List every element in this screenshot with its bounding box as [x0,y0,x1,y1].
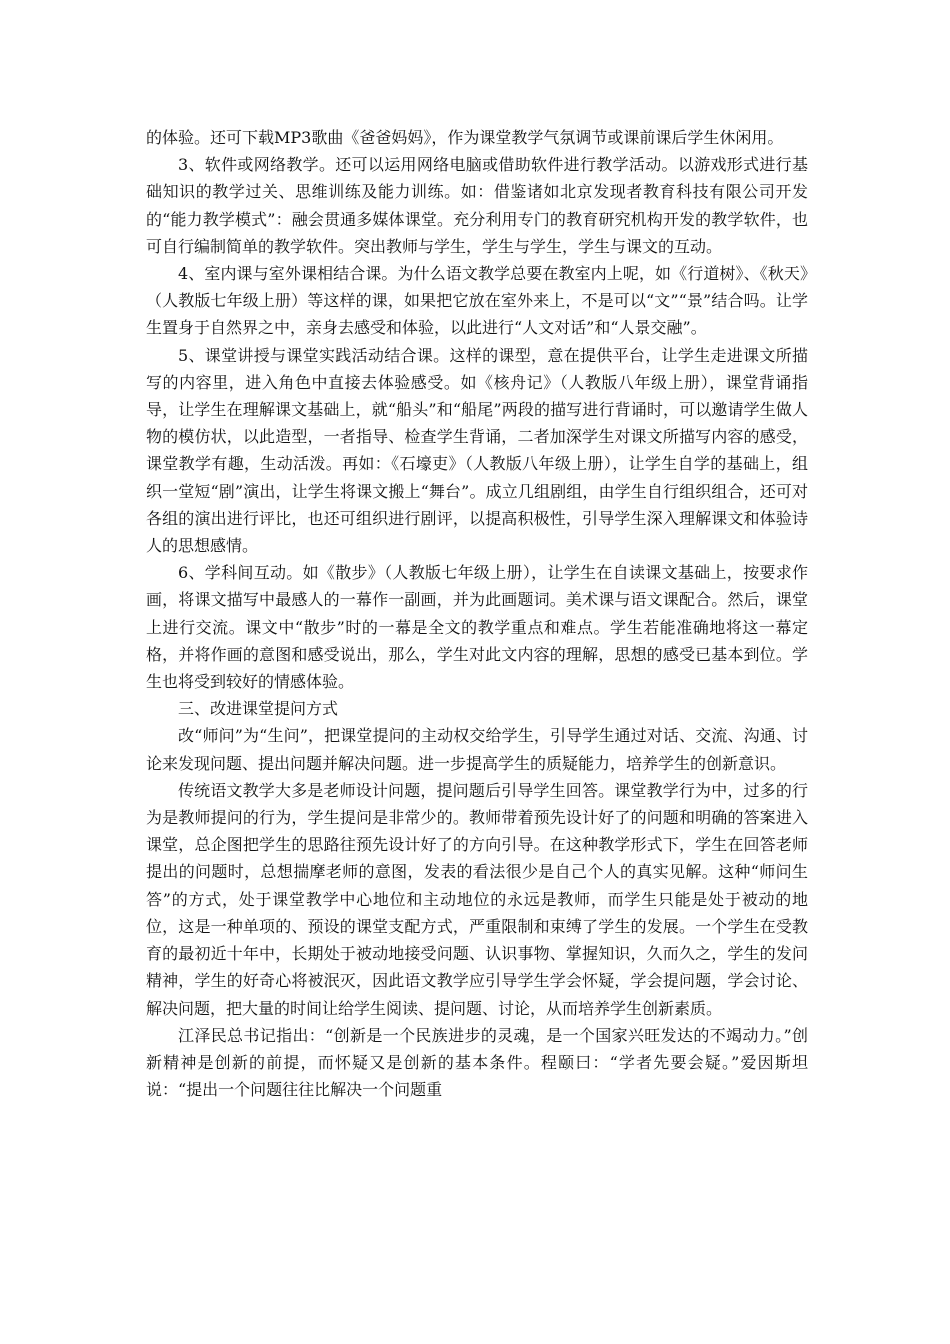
paragraph-innovation-quote: 江泽民总书记指出：“创新是一个民族进步的灵魂，是一个国家兴旺发达的不竭动力。”创新精神是创新的前提，而怀疑又是创新的基本条件。程颐曰：“学者先要会疑。”爱因斯坦说：“提出一个问题往往比解决一个问题重 [146,1025,808,1100]
paragraph-interdisciplinary: 6、学科间互动。如《散步》（人教版七年级上册），让学生在自读课文基础上，按要求作画，将课文描写中最感人的一幕作一副画，并为此画题词。美术课与语文课配合。然后，课堂上进行交流。课文中“散步”时的一幕是全文的教学重点和难点。学生若能准确地将这一幕定格，并将作画的意图和感受说出，那么，学生对此文内容的理解，思想的感受已基本到位。学生也将受到较好的情感体验。 [146,563,808,692]
section-heading: 三、改进课堂提问方式 [178,699,339,719]
document-page [146,124,808,1103]
paragraph-software-teaching: 3、软件或网络教学。还可以运用网络电脑或借助软件进行教学活动。以游戏形式进行基础知识的教学过关、思维训练及能力训练。如：借鉴诸如北京发现者教育科技有限公司开发的“能力教学模式”：融会贯通多媒体课堂。充分利用专门的教育研究机构开发的教学软件，也可自行编制简单的教学软件。突出教师与学生，学生与学生，学生与课文的互动。 [146,155,808,256]
paragraph-student-questions: 改“师问”为“生问”，把课堂提问的主动权交给学生，引导学生通过对话、交流、沟通、讨论来发现问题、提出问题并解决问题。进一步提高学生的质疑能力，培养学生的创新意识。 [146,726,808,773]
paragraph-traditional-teaching: 传统语文教学大多是老师设计问题，提问题后引导学生回答。课堂教学行为中，过多的行为是教师提问的行为，学生提问是非常少的。教师带着预先设计好了的问题和明确的答案进入课堂，总企图把学生的思路往预先设计好了的方向引导。在这种教学形式下，学生在回答老师提出的问题时，总想揣摩老师的意图，发表的看法很少是自己个人的真实见解。这种“师问生答”的方式，处于课堂教学中心地位和主动地位的永远是教师，而学生只能是处于被动的地位，这是一种单项的、预设的课堂支配方式，严重限制和束缚了学生的发展。一个学生在受教育的最初近十年中，长期处于被动地接受问题、认识事物、掌握知识，久而久之，学生的发问精神，学生的好奇心将被泯灭，因此语文教学应引导学生学会怀疑，学会提问题，学会讨论、解决问题，把大量的时间让给学生阅读、提问题、讨论，从而培养学生创新素质。 [146,780,808,1018]
paragraph-continuation: 的体验。还可下载MP3歌曲《爸爸妈妈》，作为课堂教学气氛调节或课前课后学生休闲用。 [146,128,784,147]
paragraph-practice-activity: 5、课堂讲授与课堂实践活动结合课。这样的课型，意在提供平台，让学生走进课文所描写的内容里，进入角色中直接去体验感受。如《核舟记》（人教版八年级上册），课堂背诵指导，让学生在理解课文基础上，就“船头”和“船尾”两段的描写进行背诵时，可以邀请学生做人物的模仿状，以此造型，一者指导、检查学生背诵，二者加深学生对课文所描写内容的感受，课堂教学有趣，生动活泼。再如：《石壕吏》（人教版八年级上册），让学生自学的基础上，组织一堂短“剧”演出，让学生将课文搬上“舞台”。成立几组剧组，由学生自行组织组合，还可对各组的演出进行评比，也还可组织进行剧评，以提高积极性，引导学生深入理解课文和体验诗人的思想感情。 [146,345,808,556]
paragraph-indoor-outdoor: 4、室内课与室外课相结合课。为什么语文教学总要在教室内上呢，如《行道树》、《秋天》（人教版七年级上册）等这样的课，如果把它放在室外来上，不是可以“文”“景”结合吗。让学生置身于自然界之中，亲身去感受和体验，以此进行“人文对话”和“人景交融”。 [146,264,808,338]
